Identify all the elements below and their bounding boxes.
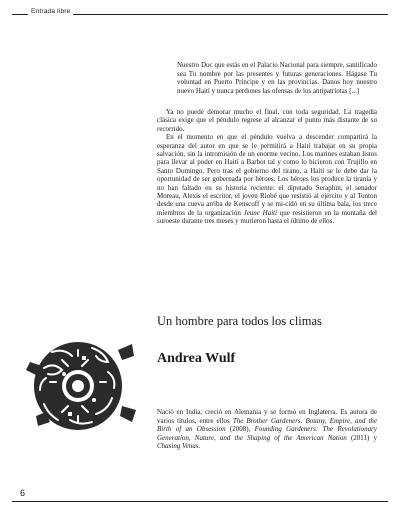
section-title: Un hombre para todos los climas — [157, 314, 322, 328]
author-bio: Nació en India, creció en Alemania y se formó en Inglaterra. Es autora de varios títulos, entre ellos The Brother Gardeners. Botany, Empire, and the Birth of an Obsession (2008), Founding Gardeners: The Revolutionary Generation, Nature, and the Shaping of the American Nation (2011) y Chasing Venus. — [157, 408, 377, 451]
book-title-3: Chasing Venus — [157, 442, 199, 451]
body-paragraph-2: En el momento en que el péndulo vuelva a descender compartirá la esperanza del autor en que se le permitirá a Haití trabajar en su propia salvación, sin la intromisión de un enorme vecino. Los marines estaban listos para llevar al poder en Haití a Barbot tal y como lo hicieron con Trujillo en Santo Domingo. Pero tras el gobierno del tirano, a Haití se le debe dar la oportunidad de ser gobernada por héroes. Los héroes los produce la tiranía y no han faltado en su historia reciente: el diputado Seraphin, el senador Moreau, Alexis el escritor, el joven Riobé que resistió al ejército y al Tonton desde una cueva arriba de Kenscoff y se mi-cidó en su última bala, los trece miembros de la organización Jeune Haiti que resistieron en la montaña del suroeste durante tres meses y murieron hasta el último de ellos. — [157, 133, 377, 226]
article-body — [157, 108, 377, 226]
pre-columbian-figure-illustration — [22, 328, 140, 440]
page-number: 6 — [20, 488, 26, 498]
body-paragraph-1: Ya no puede demorar mucho el final, con toda seguridad. La tragedia clásica exige que el péndulo regrese al alcanzar el punto más distante de su recorrido. — [157, 108, 377, 133]
epigraph-quote: Nuestro Doc que estás en el Palacio Nacional para siempre, santificado sea Tu nombre por las presentes y futuras generaciones. Hágase Tu voluntad en Puerto Príncipe y en las provincias. Danos hoy nuestro nuevo Haití y nunca perdones las ofensas de los antipatriotas [...] — [177, 61, 377, 95]
organization-name: Jeune Haiti — [243, 208, 278, 217]
book-title-1: The Brother Gardeners. Botany, Empire, and the Birth of an Obsession — [157, 416, 377, 434]
author-name: Andrea Wulf — [157, 351, 236, 366]
book-title-2: Founding Gardeners: The Revolutionary Generation, Nature, and the Shaping of the American Nation — [157, 425, 377, 442]
footer-rule — [12, 501, 388, 502]
section-header: Entrada libre — [28, 8, 73, 15]
